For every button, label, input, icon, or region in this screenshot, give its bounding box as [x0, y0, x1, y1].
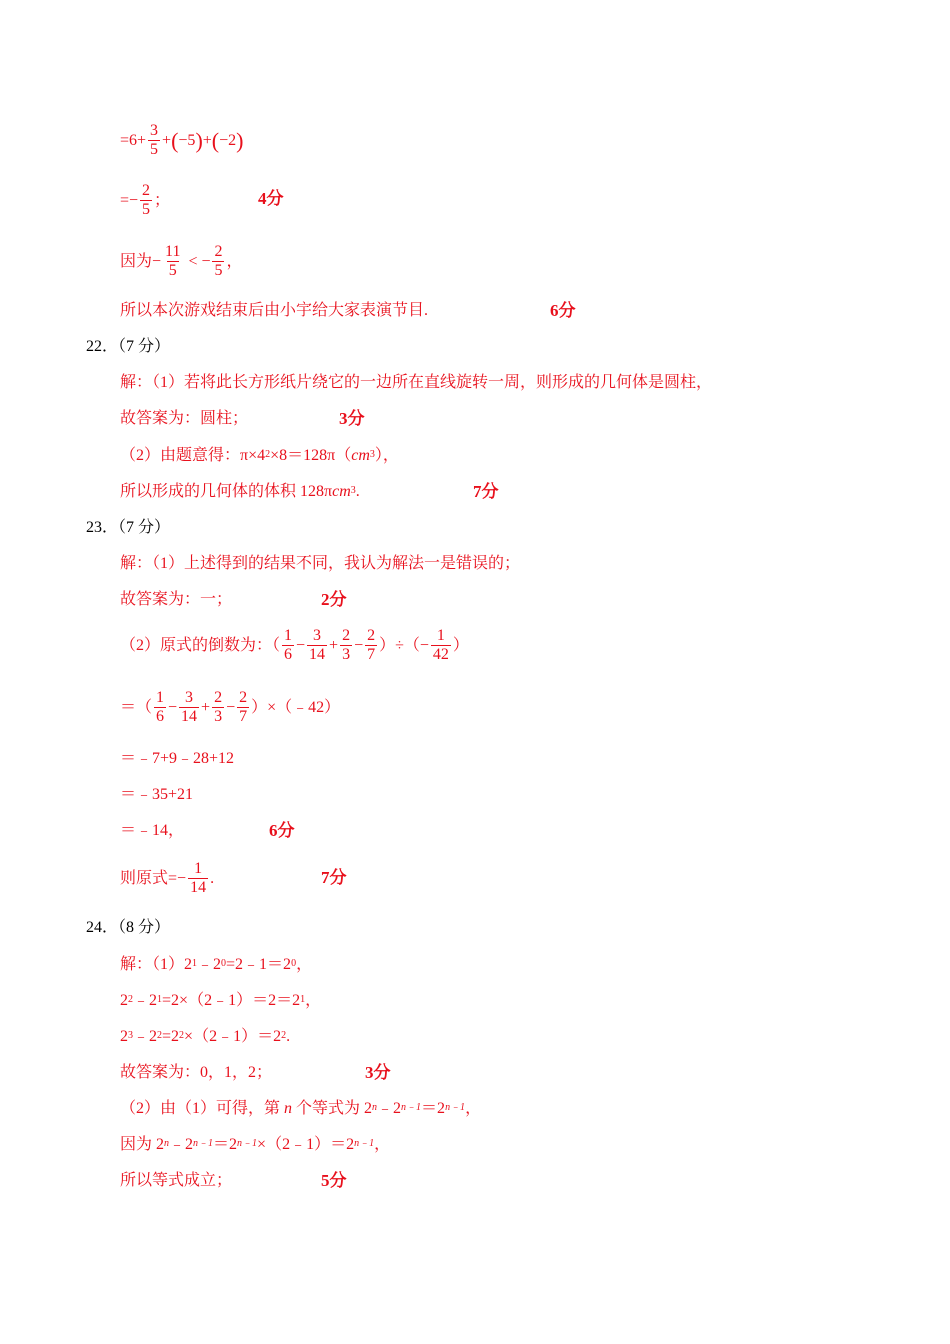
fraction [212, 689, 224, 726]
left-paren: ( [171, 127, 179, 153]
q23-score-7: 7分 [321, 868, 347, 887]
q24-l5-e: ， [465, 1100, 482, 1117]
q21-l1-f: −2 [219, 131, 237, 149]
fraction [431, 627, 451, 664]
operator: − [226, 698, 236, 716]
q24-l6-e: ， [374, 1136, 391, 1153]
q22-l3-a: （2）由题意得：π×4 [120, 447, 266, 464]
q24-l5-b: 个等式为 2 [292, 1100, 373, 1117]
q24-l3-a: 2 [120, 1028, 128, 1045]
q21-l1-e: + [202, 131, 212, 149]
fraction-numerator: 1 [194, 860, 203, 877]
q24-l5-c: ﹣2 [377, 1100, 402, 1117]
q24-header: 24．（8 分） [86, 919, 171, 936]
q23-line-5: ＝﹣7+9﹣28+12 [120, 750, 235, 767]
q23-line-7: ＝﹣14， [120, 822, 185, 839]
q23-line-3 [120, 627, 469, 664]
q24-l3-b: ﹣2 [133, 1028, 158, 1045]
q23-line-4 [120, 689, 340, 726]
q21-l1-c: −5 [178, 131, 196, 149]
q24-l5-d: ＝2 [421, 1100, 446, 1117]
fraction-denominator: 14 [309, 646, 326, 663]
q21-l1-b: + [162, 131, 172, 149]
fraction-denominator: 5 [142, 201, 151, 218]
q24-line-5: （2）由（1）可得，第 n 个等式为 2 $^n$ ﹣2 $^{n﹣1}$ ＝2 $^{n﹣1}$ ， [120, 1100, 482, 1117]
fraction-numerator: 2 [342, 627, 351, 644]
q24-line-1: 解：（1）2 $^1$ ﹣2 $^0$ =2﹣1＝2 $^0$ ， [120, 956, 313, 973]
q22-line-1: 解：（1）若将此长方形纸片绕它的一边所在直线旋转一周，则形成的几何体是圆柱， [120, 374, 713, 391]
q22-line-2: 故答案为：圆柱； [120, 410, 249, 427]
q23-l3-a: （2）原式的倒数为：（ [120, 636, 281, 654]
q24-l2-c: =2×（2﹣1）＝2＝2 [162, 992, 301, 1009]
q21-line-2 [120, 182, 170, 219]
q23-l3-b: ）÷（− [379, 636, 429, 654]
q23-score-6: 6分 [269, 821, 295, 840]
variable-n: n [284, 1100, 293, 1117]
operator: − [296, 636, 306, 654]
q24-l5-a: （2）由（1）可得，第 [120, 1100, 285, 1117]
q21-l2-fraction [140, 182, 152, 219]
q21-l2-a: =− [120, 191, 139, 209]
q23-l4-b: ）×（﹣42） [251, 698, 341, 716]
q23-l8-a: 则原式=− [120, 869, 187, 887]
q24-score-5: 5分 [321, 1171, 347, 1190]
unit: cm [332, 483, 351, 500]
fraction [179, 689, 199, 726]
fraction-denominator: 3 [342, 646, 351, 663]
fraction [282, 627, 294, 664]
fraction-numerator: 1 [284, 627, 293, 644]
fraction-numerator: 2 [142, 182, 151, 199]
q24-l2-a: 2 [120, 992, 128, 1009]
q21-line-4: 所以本次游戏结束后由小宇给大家表演节目. [120, 302, 429, 319]
fraction-denominator: 7 [239, 708, 248, 725]
q23-header: 23．（7 分） [86, 519, 171, 536]
operator: − [168, 698, 178, 716]
q21-l1-a: =6+ [120, 131, 147, 149]
q24-l3-c: =2 [162, 1028, 180, 1045]
fraction [340, 627, 352, 664]
q24-l1-c: =2﹣1＝2 [226, 956, 292, 973]
fraction-numerator: 3 [313, 627, 322, 644]
q22-score-7: 7分 [473, 482, 499, 501]
unit: cm [351, 447, 370, 464]
q21-score-4: 4分 [258, 189, 284, 208]
q23-line-6: ＝﹣35+21 [120, 786, 194, 803]
q21-l3-b: < − [184, 252, 211, 270]
q23-l8-b: . [210, 869, 215, 887]
right-paren: ) [195, 127, 203, 153]
fraction-numerator: 2 [367, 627, 376, 644]
right-paren: ) [236, 127, 244, 153]
fraction-denominator: 6 [156, 708, 165, 725]
fraction-numerator: 11 [165, 243, 181, 260]
q24-line-7: 所以等式成立； [120, 1172, 233, 1189]
q24-l2-d: ， [305, 992, 322, 1009]
operator: + [329, 636, 339, 654]
fraction-numerator: 2 [239, 689, 248, 706]
q22-l3-b: ×8＝128π（ [270, 447, 352, 464]
fraction-denominator: 3 [214, 708, 223, 725]
fraction [154, 689, 166, 726]
fraction-denominator: 7 [367, 646, 376, 663]
q23-score-2: 2分 [321, 590, 347, 609]
q23-line-1: 解：（1）上述得到的结果不同，我认为解法一是错误的； [120, 555, 521, 572]
left-paren: ( [211, 127, 220, 153]
q24-line-2: 2 $^2$ ﹣2 $^1$ =2×（2﹣1）＝2＝2 $^1$ ， [120, 992, 322, 1009]
q21-score-6: 6分 [550, 301, 576, 320]
q24-l3-e: . [286, 1028, 291, 1045]
fraction-denominator: 5 [214, 262, 223, 279]
q23-line-8 [120, 860, 214, 897]
operator: + [201, 698, 211, 716]
fraction-denominator: 14 [181, 708, 198, 725]
q22-line-4: 所以形成的几何体的体积 128π cm $^3$ . [120, 483, 360, 500]
q24-l6-b: ﹣2 [169, 1136, 194, 1153]
fraction-denominator: 5 [168, 262, 177, 279]
q24-l6-c: ＝2 [213, 1136, 238, 1153]
fraction [307, 627, 327, 664]
q24-l6-d: ×（2﹣1）＝2 [257, 1136, 355, 1153]
q24-l1-d: ， [296, 956, 313, 973]
q21-line-1 [120, 122, 243, 159]
q21-l1-fraction [148, 122, 160, 159]
q21-l3-c: ， [226, 252, 243, 270]
q23-line-2: 故答案为：一； [120, 591, 233, 608]
q22-l3-c: ）， [374, 447, 399, 464]
q22-score-3: 3分 [339, 409, 365, 428]
q21-l2-b: ； [154, 191, 171, 209]
q23-l4-a: ＝（ [120, 698, 153, 716]
q24-score-3: 3分 [365, 1063, 391, 1082]
fraction-numerator: 1 [156, 689, 165, 706]
q24-l3-d: ×（2﹣1）＝2 [184, 1028, 282, 1045]
q21-l3-a: 因为− [120, 252, 162, 270]
fraction [237, 689, 249, 726]
q22-l4-b: . [355, 483, 360, 500]
q24-l1-b: ﹣2 [197, 956, 222, 973]
q24-l1-a: 解：（1）2 [120, 956, 193, 973]
q21-line-3 [120, 243, 243, 280]
fraction-numerator: 3 [185, 689, 194, 706]
q24-l6-a: 因为 2 [120, 1136, 165, 1153]
fraction-numerator: 3 [150, 122, 159, 139]
fraction-numerator: 1 [436, 627, 445, 644]
q24-line-3: 2 $^3$ ﹣2 $^2$ =2 $^2$ ×（2﹣1）＝2 $^2$ . [120, 1028, 291, 1045]
fraction [365, 627, 377, 664]
fraction [188, 860, 208, 897]
q22-line-3: （2）由题意得：π×4 $^2$ ×8＝128π（ cm $^3$ ）， [120, 447, 399, 464]
q21-l3-fraction-1 [163, 243, 182, 280]
fraction-denominator: 14 [190, 879, 207, 896]
q23-l3-c: ） [452, 636, 469, 654]
q21-l3-fraction-2 [212, 243, 224, 280]
q24-line-6: 因为 2 $^n$ ﹣2 $^{n﹣1}$ ＝2 $^{n﹣1}$ ×（2﹣1）＝2 $^{n﹣1}$ ， [120, 1136, 391, 1153]
fraction-denominator: 5 [150, 141, 159, 158]
q24-l2-b: ﹣2 [133, 992, 158, 1009]
operator: − [354, 636, 364, 654]
q22-l4-a: 所以形成的几何体的体积 128π [120, 483, 333, 500]
q22-header: 22．（7 分） [86, 338, 171, 355]
fraction-denominator: 6 [284, 646, 293, 663]
fraction-denominator: 42 [432, 646, 449, 663]
q24-line-4: 故答案为：0，1，2； [120, 1064, 273, 1081]
fraction-numerator: 2 [214, 243, 223, 260]
fraction-numerator: 2 [214, 689, 223, 706]
